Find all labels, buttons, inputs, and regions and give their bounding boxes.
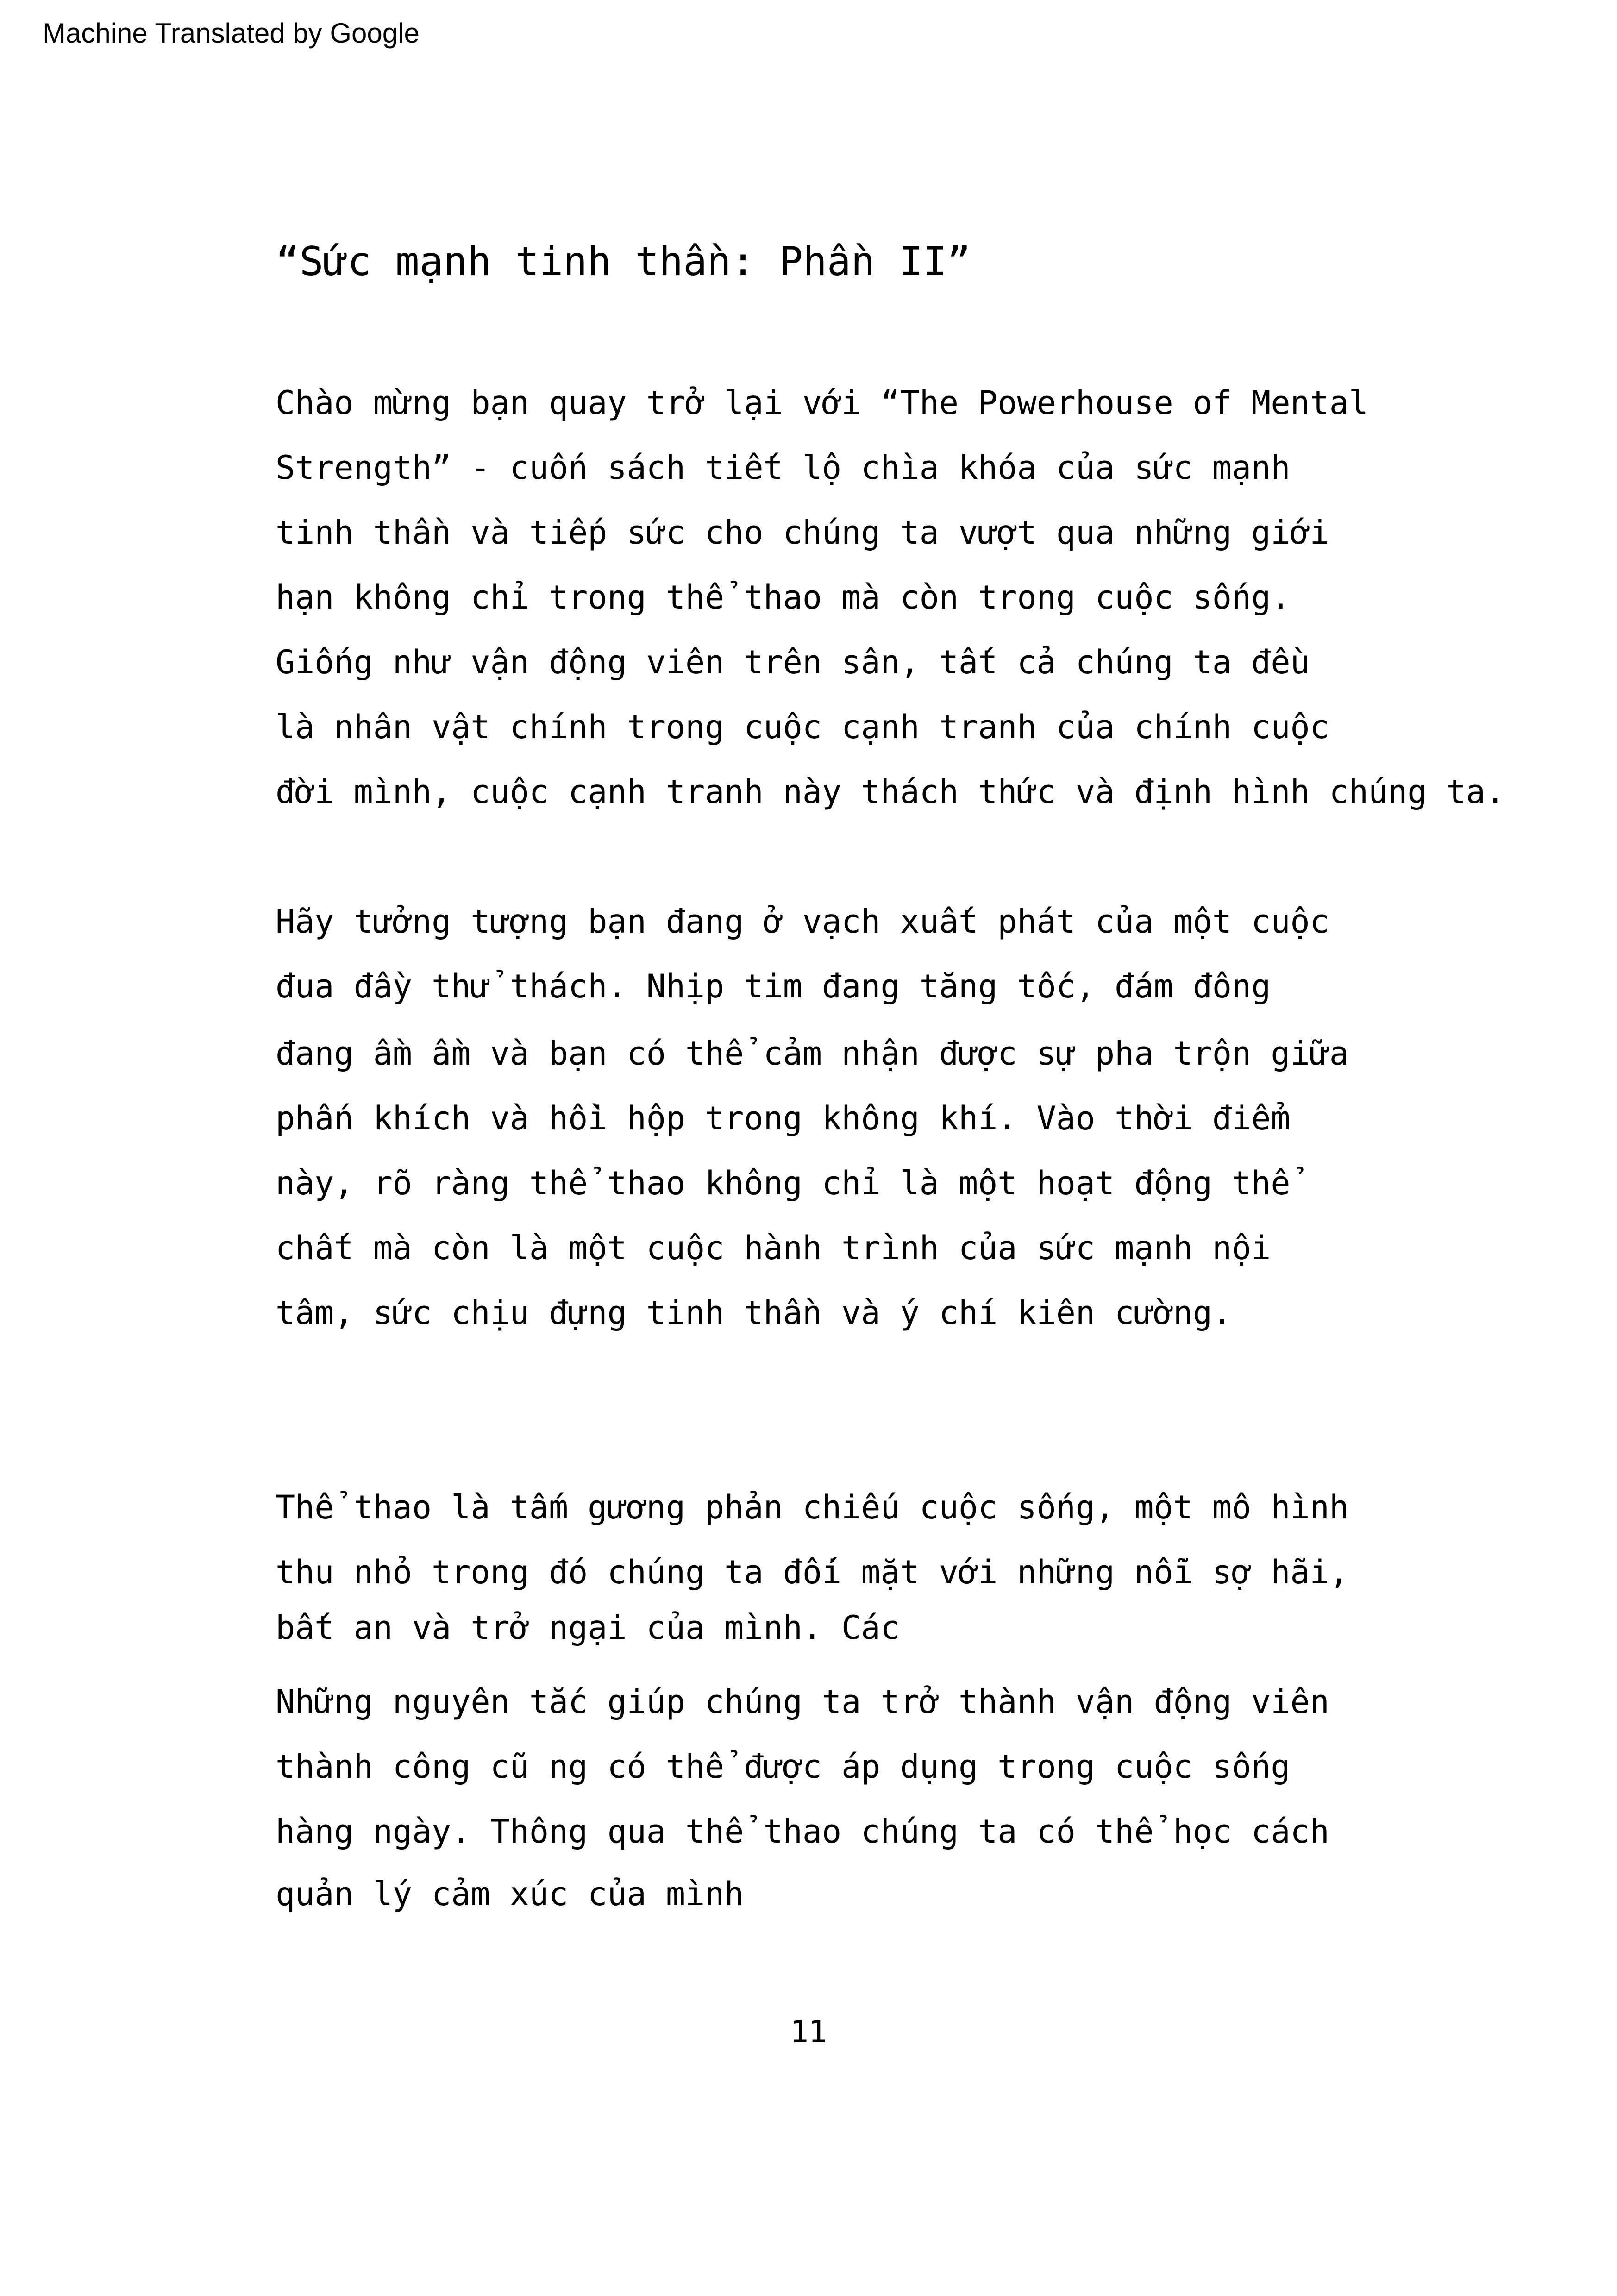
paragraph-2-line: phấn khích và hồi hộp trong không khí. Vào thời điểm — [276, 1099, 1291, 1137]
paragraph-1-line: Strength” - cuốn sách tiết lộ chìa khóa của sức mạnh — [276, 449, 1291, 487]
machine-translation-banner: Machine Translated by Google — [43, 18, 420, 49]
paragraph-3-line: thu nhỏ trong đó chúng ta đối mặt với những nỗi sợ hãi, — [276, 1553, 1349, 1591]
paragraph-3-line: Những nguyên tắc giúp chúng ta trở thành vận động viên — [276, 1683, 1329, 1721]
paragraph-1-line: Chào mừng bạn quay trở lại với “The Powerhouse of Mental — [276, 384, 1369, 422]
paragraph-2-line: Hãy tưởng tượng bạn đang ở vạch xuất phát của một cuộc — [276, 903, 1329, 941]
paragraph-2-line: tâm, sức chịu đựng tinh thần và ý chí kiên cường. — [276, 1294, 1232, 1332]
page-number: 11 — [790, 2014, 827, 2050]
paragraph-2-line: chất mà còn là một cuộc hành trình của sức mạnh nội — [276, 1229, 1271, 1267]
chapter-title: “Sức mạnh tinh thần: Phần II” — [276, 238, 971, 285]
paragraph-2-line: đang ầm ầm và bạn có thể cảm nhận được sự pha trộn giữa — [276, 1035, 1349, 1073]
paragraph-3-line: quản lý cảm xúc của mình — [276, 1875, 744, 1913]
paragraph-3-line: Thể thao là tấm gương phản chiếu cuộc sống, một mô hình — [276, 1488, 1349, 1526]
paragraph-3-line: thành công cũ ng có thể được áp dụng trong cuộc sống — [276, 1748, 1291, 1786]
paragraph-1-line: Giống như vận động viên trên sân, tất cả chúng ta đều — [276, 643, 1310, 681]
paragraph-3-line: hàng ngày. Thông qua thể thao chúng ta có thể học cách — [276, 1813, 1329, 1851]
paragraph-1-line: hạn không chỉ trong thể thao mà còn trong cuộc sống. — [276, 578, 1291, 616]
paragraph-1-line: là nhân vật chính trong cuộc cạnh tranh của chính cuộc — [276, 708, 1329, 746]
paragraph-2-line: này, rõ ràng thể thao không chỉ là một hoạt động thể — [276, 1164, 1291, 1202]
paragraph-3-line: bất an và trở ngại của mình. Các — [276, 1609, 900, 1647]
paragraph-1-line: tinh thần và tiếp sức cho chúng ta vượt qua những giới — [276, 514, 1329, 552]
paragraph-1-line: đời mình, cuộc cạnh tranh này thách thức và định hình chúng ta. — [276, 773, 1505, 811]
paragraph-2-line: đua đầy thử thách. Nhịp tim đang tăng tốc, đám đông — [276, 967, 1271, 1005]
